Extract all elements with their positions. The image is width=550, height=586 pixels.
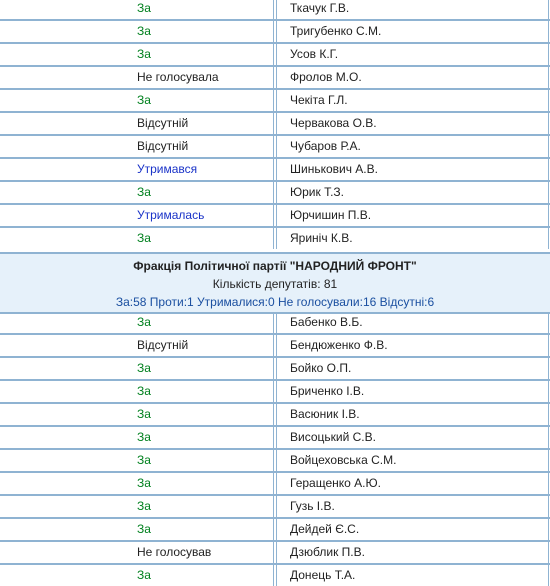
vote-result: За: [137, 361, 151, 375]
deputy-name: Чекіта Г.Л.: [290, 93, 348, 107]
vote-result: За: [137, 407, 151, 421]
deputy-cell: [276, 404, 549, 425]
vote-cell: [0, 21, 274, 42]
deputy-cell: [276, 44, 549, 65]
vote-cell: [0, 312, 274, 333]
deputy-cell: [276, 312, 549, 333]
vote-cell: [0, 335, 274, 356]
vote-result: Відсутній: [137, 338, 189, 352]
vote-result: За: [137, 24, 151, 38]
vote-result: За: [137, 47, 151, 61]
deputy-cell: [276, 427, 549, 448]
deputy-name: Яриніч К.В.: [290, 231, 353, 245]
deputy-cell: [276, 21, 549, 42]
vote-result: Утримався: [137, 162, 198, 176]
deputy-cell: [276, 358, 549, 379]
deputy-name: Ткачук Г.В.: [290, 1, 350, 15]
table-row: [0, 335, 550, 358]
vote-result: За: [137, 315, 151, 329]
deputy-cell: [276, 450, 549, 471]
deputy-cell: [276, 496, 549, 517]
vote-cell: [0, 427, 274, 448]
deputy-name: Тригубенко С.М.: [290, 24, 382, 38]
deputy-name: Бендюженко Ф.В.: [290, 338, 388, 352]
deputy-name: Донець Т.А.: [290, 568, 356, 582]
vote-result: За: [137, 476, 151, 490]
deputy-name: Юрик Т.З.: [290, 185, 344, 199]
deputy-cell: [276, 565, 549, 586]
vote-cell: [0, 404, 274, 425]
deputy-name: Бриченко І.В.: [290, 384, 365, 398]
faction-header: [0, 252, 550, 314]
table-row: [0, 404, 550, 427]
vote-result: Не голосував: [137, 545, 212, 559]
deputy-cell: [276, 182, 549, 203]
vote-cell: [0, 113, 274, 134]
deputy-name: Гузь І.В.: [290, 499, 335, 513]
vote-cell: [0, 136, 274, 157]
faction-member-count: Кількість депутатів: 81: [212, 277, 338, 291]
deputy-cell: [276, 542, 549, 563]
vote-cell: [0, 450, 274, 471]
deputy-name: Шинькович А.В.: [290, 162, 378, 176]
vote-cell: [0, 67, 274, 88]
deputy-name: Юрчишин П.В.: [290, 208, 372, 222]
vote-result: За: [137, 384, 151, 398]
vote-result: За: [137, 453, 151, 467]
deputy-name: Фролов М.О.: [290, 70, 362, 84]
vote-result: За: [137, 568, 151, 582]
vote-result: За: [137, 430, 151, 444]
table-row: [0, 182, 550, 205]
table-row: [0, 473, 550, 496]
deputy-cell: [276, 113, 549, 134]
deputy-name: Васюник І.В.: [290, 407, 360, 421]
vote-cell: [0, 90, 274, 111]
table-row: [0, 496, 550, 519]
deputy-cell: [276, 473, 549, 494]
vote-cell: [0, 159, 274, 180]
vote-table-narodnyi-front: [0, 312, 550, 586]
vote-cell: [0, 182, 274, 203]
vote-result: Утрималась: [137, 208, 205, 222]
deputy-name: Висоцький С.В.: [290, 430, 376, 444]
vote-cell: [0, 0, 274, 19]
table-row: [0, 381, 550, 404]
vote-cell: [0, 496, 274, 517]
table-row: [0, 0, 550, 21]
table-row: [0, 427, 550, 450]
vote-result: Відсутній: [137, 139, 189, 153]
vote-result: За: [137, 1, 151, 15]
deputy-name: Чубаров Р.А.: [290, 139, 361, 153]
table-row: [0, 519, 550, 542]
deputy-cell: [276, 519, 549, 540]
deputy-name: Бойко О.П.: [290, 361, 352, 375]
table-row: [0, 450, 550, 473]
table-row: [0, 205, 550, 228]
deputy-cell: [276, 205, 549, 226]
table-row: [0, 228, 550, 249]
vote-result: За: [137, 93, 151, 107]
faction-title: Фракція Політичної партії "НАРОДНИЙ ФРОНТ": [133, 259, 417, 273]
vote-cell: [0, 381, 274, 402]
vote-cell: [0, 519, 274, 540]
table-row: [0, 565, 550, 586]
table-row: [0, 44, 550, 67]
deputy-name: Дейдей Є.С.: [290, 522, 360, 536]
vote-result: За: [137, 231, 151, 245]
table-row: [0, 67, 550, 90]
vote-result: Відсутній: [137, 116, 189, 130]
table-row: [0, 542, 550, 565]
vote-cell: [0, 205, 274, 226]
deputy-name: Бабенко В.Б.: [290, 315, 363, 329]
deputy-name: Войцеховська С.М.: [290, 453, 397, 467]
deputy-name: Геращенко А.Ю.: [290, 476, 381, 490]
vote-cell: [0, 228, 274, 249]
vote-cell: [0, 44, 274, 65]
deputy-cell: [276, 228, 549, 249]
deputy-name: Червакова О.В.: [290, 116, 377, 130]
vote-cell: [0, 473, 274, 494]
vote-cell: [0, 565, 274, 586]
deputy-cell: [276, 67, 549, 88]
vote-result: За: [137, 185, 151, 199]
deputy-cell: [276, 381, 549, 402]
deputy-cell: [276, 136, 549, 157]
vote-cell: [0, 358, 274, 379]
deputy-cell: [276, 335, 549, 356]
table-row: [0, 312, 550, 335]
deputy-cell: [276, 0, 549, 19]
table-row: [0, 21, 550, 44]
table-row: [0, 113, 550, 136]
table-row: [0, 159, 550, 182]
vote-cell: [0, 542, 274, 563]
deputy-name: Дзюблик П.В.: [290, 545, 365, 559]
table-row: [0, 136, 550, 159]
table-row: [0, 358, 550, 381]
faction-vote-summary: За:58 Проти:1 Утрималися:0 Не голосували:16 Відсутні:6: [115, 295, 435, 309]
deputy-cell: [276, 90, 549, 111]
vote-result: За: [137, 522, 151, 536]
vote-result: Не голосувала: [137, 70, 219, 84]
vote-table-previous-faction: [0, 0, 550, 249]
deputy-name: Усов К.Г.: [290, 47, 339, 61]
vote-result: За: [137, 499, 151, 513]
deputy-cell: [276, 159, 549, 180]
table-row: [0, 90, 550, 113]
